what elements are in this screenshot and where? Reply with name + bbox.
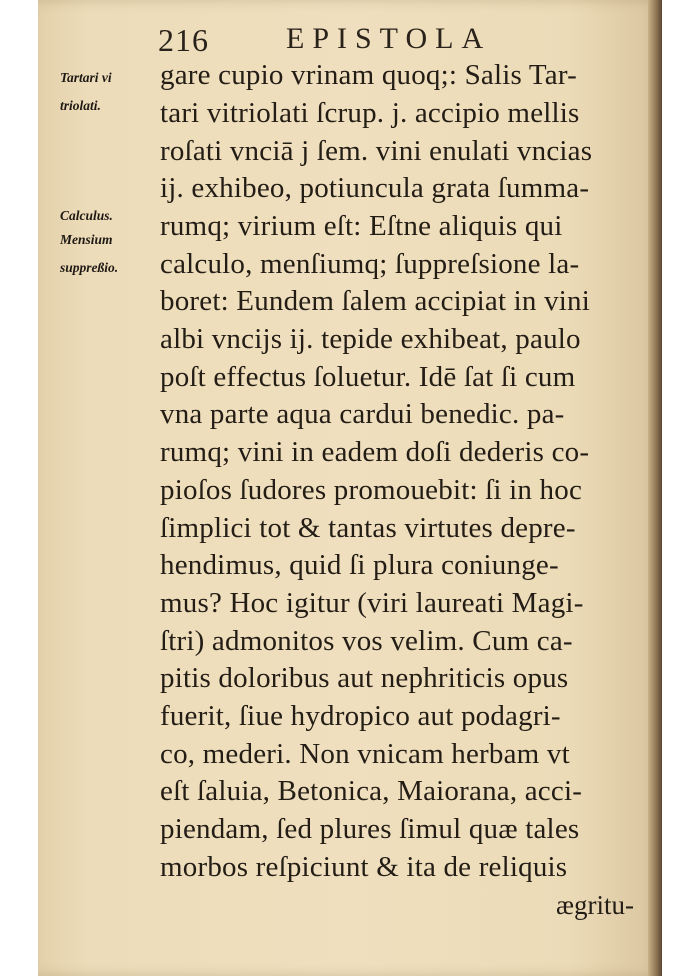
text-line: ſtri) admonitos vos velim. Cum ca- — [160, 625, 573, 657]
margin-note: triolati. — [60, 98, 101, 113]
text-line: eſt ſaluia, Betonica, Maiorana, acci- — [160, 775, 583, 807]
text-line: pioſos ſudores promouebit: ſi in hoc — [160, 474, 583, 506]
page-header — [0, 18, 690, 58]
margin-note: Calculus. — [60, 208, 113, 223]
text-line: mus? Hoc igitur (viri laureati Magi- — [160, 587, 584, 619]
text-line: boret: Eundem ſalem accipiat in vini — [160, 285, 590, 317]
text-line: fuerit, ſiue hydropico aut podagri- — [160, 700, 561, 732]
text-line: tari vitriolati ſcrup. j. accipio mellis — [160, 97, 580, 129]
text-line: piendam, ſed plures ſimul quæ tales — [160, 813, 580, 845]
text-line: hendimus, quid ſi plura coniunge- — [160, 549, 559, 581]
page-number: 216 — [158, 22, 209, 58]
margin-note: Tartari vi — [60, 70, 112, 85]
text-line: rumq; virium eſt: Eſtne aliquis qui — [160, 210, 563, 242]
text-line: morbos reſpiciunt & ita de reliquis — [160, 851, 568, 883]
text-line: roſati vnciā j ſem. vini enulati vncias — [160, 135, 593, 167]
text-line: calculo, menſiumq; ſuppreſsione la- — [160, 248, 580, 280]
text-line: pitis doloribus aut nephriticis opus — [160, 662, 569, 694]
margin-note: suppreßio. — [60, 260, 119, 275]
margin-note: Mensium — [60, 232, 113, 247]
text-line: ſimplici tot & tantas virtutes depre- — [160, 512, 576, 544]
text-line: poſt effectus ſoluetur. Idē ſat ſi cum — [160, 361, 576, 393]
text-line: gare cupio vrinam quoq;: Salis Tar- — [160, 59, 578, 91]
text-line: albi vncijs ij. tepide exhibeat, paulo — [160, 323, 581, 355]
text-line: co, mederi. Non vnicam herbam vt — [160, 738, 570, 770]
catchword: ægritu- — [556, 890, 634, 920]
text-line: ij. exhibeo, potiuncula grata ſumma- — [160, 172, 590, 204]
running-title: EPISTOLA — [286, 22, 492, 55]
text-line: vna parte aqua cardui benedic. pa- — [160, 398, 565, 430]
text-line: rumq; vini in eadem doſi dederis co- — [160, 436, 590, 468]
page-edge — [648, 0, 662, 976]
